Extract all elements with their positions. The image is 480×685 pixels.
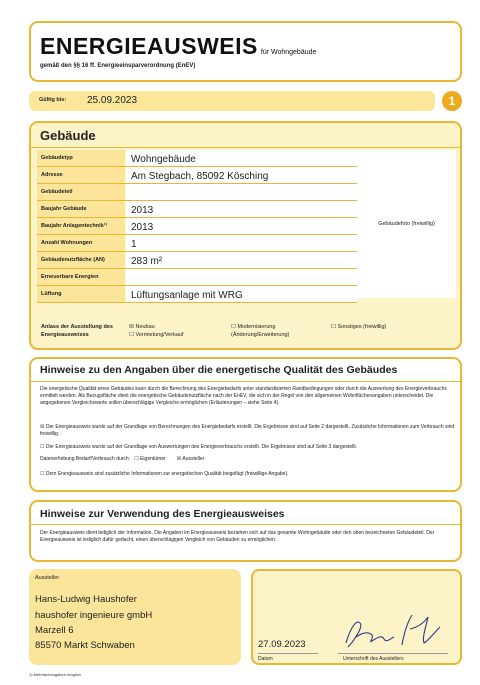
signature-line — [338, 653, 448, 654]
hinweise-angaben-title: Hinweise zu den Angaben über die energetische Qualität des Gebäudes — [40, 364, 398, 376]
option-label: Neubau — [135, 324, 155, 330]
signature-box — [251, 569, 462, 665]
page-number-badge: 1 — [442, 91, 462, 111]
row-label: Gebäudetyp — [37, 150, 125, 166]
handwritten-signature — [338, 609, 448, 653]
footnote: 1) Mehrfachangaben möglich — [29, 672, 81, 677]
gebaeude-section — [29, 121, 462, 350]
signature-date: 27.09.2023 — [258, 639, 306, 650]
aussteller-line: 85570 Markt Schwaben — [35, 640, 135, 651]
validity-bar — [29, 91, 435, 111]
row-label: Anzahl Wohnungen — [37, 235, 125, 251]
date-line — [258, 653, 318, 654]
row-value: Am Stegbach, 85092 Kösching — [126, 167, 357, 183]
header-box — [29, 21, 462, 82]
document-subtitle: gemäß den §§ 16 ff. Energieeinsparverordnung (EnEV) — [40, 63, 196, 69]
row-value: 283 m² — [126, 252, 357, 268]
row-label: Adresse — [37, 167, 125, 183]
gebaeude-row — [37, 218, 357, 235]
divider — [31, 524, 460, 525]
hinweise-verwendung-title: Hinweise zur Verwendung des Energieausweises — [40, 508, 285, 520]
title-text: ENERGIEAUSWEIS — [40, 33, 258, 59]
row-value — [126, 184, 357, 200]
option-label: Vermietung/Verkauf — [135, 332, 184, 338]
divider — [31, 381, 460, 382]
aussteller-line: haushofer ingenieure gmbH — [35, 610, 153, 621]
gebaeude-row — [37, 150, 357, 167]
datenerhebung-line: Datenerhebung Bedarf/Verbrauch durch: ☐ Eigentümer ☒ Aussteller — [40, 456, 205, 462]
signature-label: Unterschrift des Ausstellers — [343, 656, 404, 662]
document-title — [40, 33, 316, 60]
divider — [31, 147, 460, 148]
validity-date: 25.09.2023 — [87, 95, 138, 106]
hinweise-verwendung-section — [29, 500, 462, 562]
aussteller-box — [29, 569, 241, 665]
checkbox-icon: ☐ — [331, 324, 336, 330]
anlass-option-sonstiges — [331, 324, 386, 330]
hinweise-option-bedarf: ☒ Der Energieausweis wurde auf der Grundlage von Berechnungen des Energiebedarfs erstellt. Die Ergebnisse sind auf Seite 2 dargestellt. Zusätzliche Informationen zum Verbrauch sind freiwillig. — [40, 424, 455, 437]
row-value: 1 — [126, 235, 357, 251]
gebaeude-row — [37, 286, 357, 303]
hinweise-angaben-section — [29, 357, 462, 492]
building-photo-placeholder: Gebäudefoto (freiwillig) — [357, 150, 456, 298]
hinweise-option-verbrauch: ☐ Der Energieausweis wurde auf der Grundlage von Auswertungen des Energieverbrauchs erstellt. Die Ergebnisse sind auf Seite 3 dargestellt. — [40, 444, 358, 450]
row-label: Baujahr Gebäude — [37, 201, 125, 217]
title-suffix: für Wohngebäude — [260, 49, 317, 56]
gebaeude-row — [37, 167, 357, 184]
option-label: Modernisierung (Änderung/Erweiterung) — [231, 324, 290, 338]
anlass-option-neubau — [129, 324, 155, 330]
validity-label: Gültig bis: — [39, 97, 67, 103]
aussteller-line: Hans-Ludwig Haushofer — [35, 594, 137, 605]
gebaeude-title: Gebäude — [40, 128, 96, 143]
row-label: Gebäudeteil — [37, 184, 125, 200]
checkbox-icon: ☒ — [129, 324, 134, 330]
aussteller-line: Marzell 6 — [35, 625, 74, 636]
checkbox-icon: ☐ — [231, 324, 236, 330]
checkbox-icon: ☐ — [129, 332, 134, 338]
anlass-option-modernisierung — [231, 323, 326, 339]
row-label: Baujahr Anlagentechnik¹⁾ — [37, 218, 125, 234]
option-label: Sonstiges (freiwillig) — [337, 324, 387, 330]
gebaeude-row — [37, 235, 357, 252]
anlass-label: Anlass der Ausstellung des Energieausweises — [41, 324, 113, 338]
gebaeude-row — [37, 269, 357, 286]
row-value — [126, 269, 357, 285]
row-value: Lüftungsanlage mit WRG — [126, 286, 357, 302]
hinweise-intro: Die energetische Qualität eines Gebäudes kann durch die Berechnung des Energiebedarfs unter standardisierten Randbedingungen oder durch die Auswertung des Energieverbrauchs ermittelt werden. Als Bezugsfläche dient die energetische Gebäudenutzfläche nach der EnEV, die sich in der Regel von den allgemeinen Wohnflächenangaben unterscheidet. Die angegebenen Vergleichswerte sollen überschlägige Vergleiche ermöglichen (Erläuterungen – siehe Seite 4). — [40, 386, 447, 406]
row-value: 2013 — [126, 218, 357, 234]
row-value: 2013 — [126, 201, 357, 217]
gebaeude-row — [37, 252, 357, 269]
aussteller-label: Aussteller — [35, 575, 60, 581]
date-label: Datum — [258, 656, 273, 662]
anlass-option-vermietung — [129, 332, 183, 338]
row-label: Erneuerbare Energien — [37, 269, 125, 285]
row-label: Lüftung — [37, 286, 125, 302]
hinweise-verwendung-text: Der Energieausweis dient lediglich der Information. Die Angaben im Energieausweis beziehen sich auf das gesamte Wohngebäude oder den oben bezeichneten Gebäudeteil. Der Energieausweis ist lediglich dafür gedacht, einen überschlägigen Vergleich von Gebäuden zu ermöglichen. — [40, 530, 435, 543]
hinweise-option-zusatz: ☐ Dem Energieausweis sind zusätzliche Informationen zur energetischen Qualität beigefügt (freiwillige Angabe). — [40, 471, 289, 477]
row-label: Gebäudenutzfläche (AN) — [37, 252, 125, 268]
gebaeude-row — [37, 201, 357, 218]
row-value: Wohngebäude — [126, 150, 357, 166]
gebaeude-row — [37, 184, 357, 201]
